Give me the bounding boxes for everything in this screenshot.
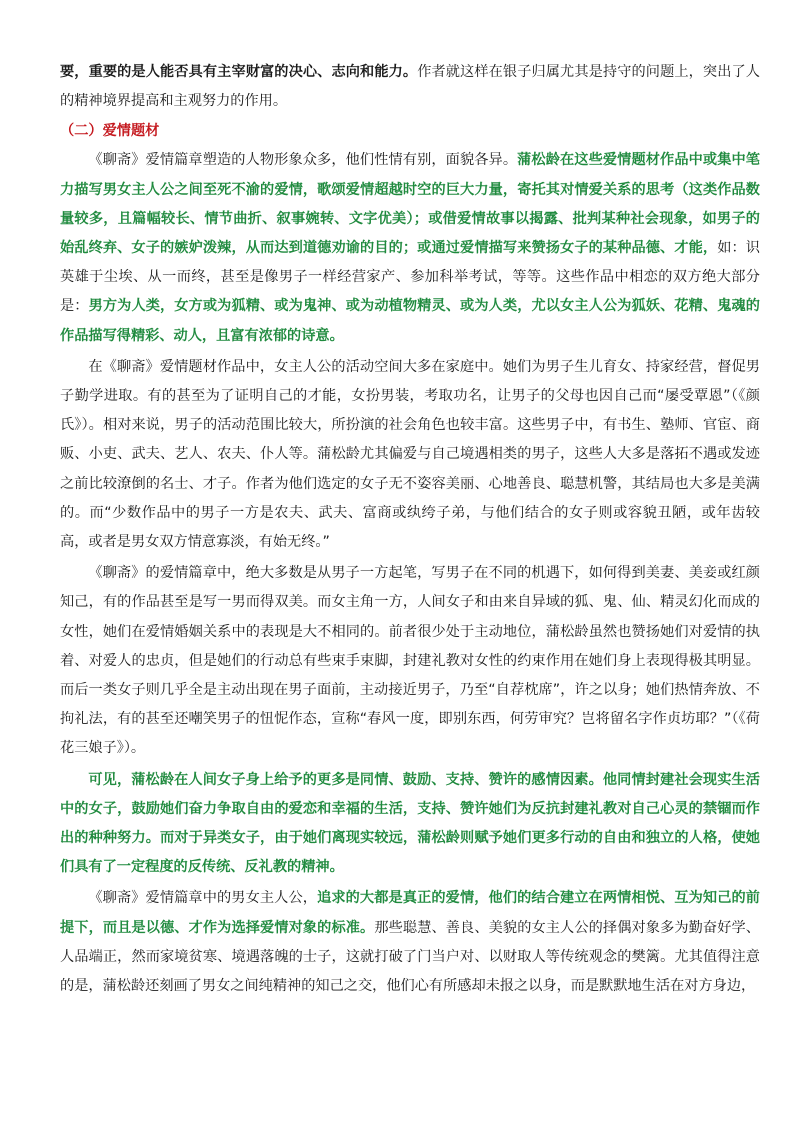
paragraph-1 [60,146,760,350]
paragraph-5 [60,884,760,1001]
document-page [60,58,760,1001]
paragraph-continued [60,58,760,116]
highlight-text: 追求的大都是真正的爱情，他们的结合建立在两情相悦、互为知己的前提下，而且是以德、才作为选择爱情对象的标准。 [60,890,760,936]
highlight-text: 蒲松龄在这些爱情题材作品中或集中笔力描写男女主人公之间至死不渝的爱情，歌颂爱情超越时空的巨大力量，寄托其对情爱关系的思考（这类作品数量较多，且篇幅较长、情节曲折、叙事婉转、文字优美）；或借爱情故事以揭露、批判某种社会现象，如男子的始乱终弃、女子的嫉妒泼辣，从而达到道德劝谕的目的；或通过爱情描写来赞扬女子的某种品德、才能， [60,152,760,257]
section-heading: （二）爱情题材 [60,123,160,140]
emphasis-text: 要，重要的是人能否具有主宰财富的决心、志向和能力。 [60,64,418,80]
body-text: 作者就这样在银子归属尤其是持守的问题上，突出了人的精神境界提高和主观努力的作用。 [60,64,760,110]
highlight-text: 男方为人类，女方或为狐精、或为鬼神、或为动植物精灵、或为人类，尤以女主人公为狐妖、花精、鬼魂的作品描写得精彩、动人，且富有浓郁的诗意。 [60,298,760,344]
paragraph-2: 在《聊斋》爱情题材作品中，女主人公的活动空间大多在家庭中。她们为男子生儿育女、持家经营，督促男子勤学进取。有的甚至为了证明自己的才能，女扮男装，考取功名，让男子的父母也因自己而“屡受覃恩”（《颜氏》）。相对来说，男子的活动范围比较大，所扮演的社会角色也较丰富。这些男子中，有书生、塾师、官宦、商贩、小吏、武夫、艺人、农夫、仆人等。蒲松龄尤其偏爱与自己境遇相类的男子，这些人大多是落拓不遇或发迹之前比较潦倒的名士、才子。作者为他们选定的女子无不姿容美丽、心地善良、聪慧机警，其结局也大多是美满的。而“少数作品中的男子一方是农夫、武夫、富商或纨绔子弟，与他们结合的女子则或容貌丑陋，或年齿较高，或者是男女双方情意寡淡，有始无终。” [60,358,760,551]
body-text: 《聊斋》爱情篇章中的男女主人公， [88,890,318,907]
paragraph-4: 可见，蒲松龄在人间女子身上给予的更多是同情、鼓励、支持、赞许的感情因素。他同情封建社会现实生活中的女子，鼓励她们奋力争取自由的爱恋和幸福的生活，支持、赞许她们为反抗封建礼教对自己心灵的禁锢而作出的种种努力。而对于异类女子，由于她们离现实较远，蒲松龄则赋予她们更多行动的自由和独立的人格，使她们具有了一定程度的反传统、反礼教的精神。 [60,771,760,876]
body-text: 《聊斋》爱情篇章塑造的人物形象众多，他们性情有别，面貌各异。 [88,152,518,169]
body-text: 那些聪慧、善良、美貌的女主人公的择偶对象多为勤奋好学、人品端正，然而家境贫寒、境遇落魄的士子，这就打破了门当户对、以财取人等传统观念的樊篱。尤其值得注意的是，蒲松龄还刻画了男女之间纯精神的知己之交，他们心有所感却未报之以身，而是默默地生活在对方身边， [60,919,760,995]
body-text: 如：识英雄于尘埃、从一而终，甚至是像男子一样经营家产、参加科举考试，等等。这些作品中相恋的双方绝大部分是： [60,240,760,315]
paragraph-3: 《聊斋》的爱情篇章中，绝大多数是从男子一方起笔，写男子在不同的机遇下，如何得到美妻、美妾或红颜知己，有的作品甚至是写一男而得双美。而女主角一方，人间女子和由来自异域的狐、鬼、仙、精灵幻化而成的女性，她们在爱情婚姻关系中的表现是大不相同的。前者很少处于主动地位，蒲松龄虽然也赞扬她们对爱情的执着、对爱人的忠贞，但是她们的行动总有些束手束脚，封建礼教对女性的约束作用在她们身上表现得极其明显。而后一类女子则几乎全是主动出现在男子面前，主动接近男子，乃至“自荐枕席”，许之以身；她们热情奔放、不拘礼法，有的甚至还嘲笑男子的忸怩作态，宣称“春风一度，即别东西，何劳审究？岂将留名字作贞坊耶？”（《荷花三娘子》）。 [60,565,760,757]
